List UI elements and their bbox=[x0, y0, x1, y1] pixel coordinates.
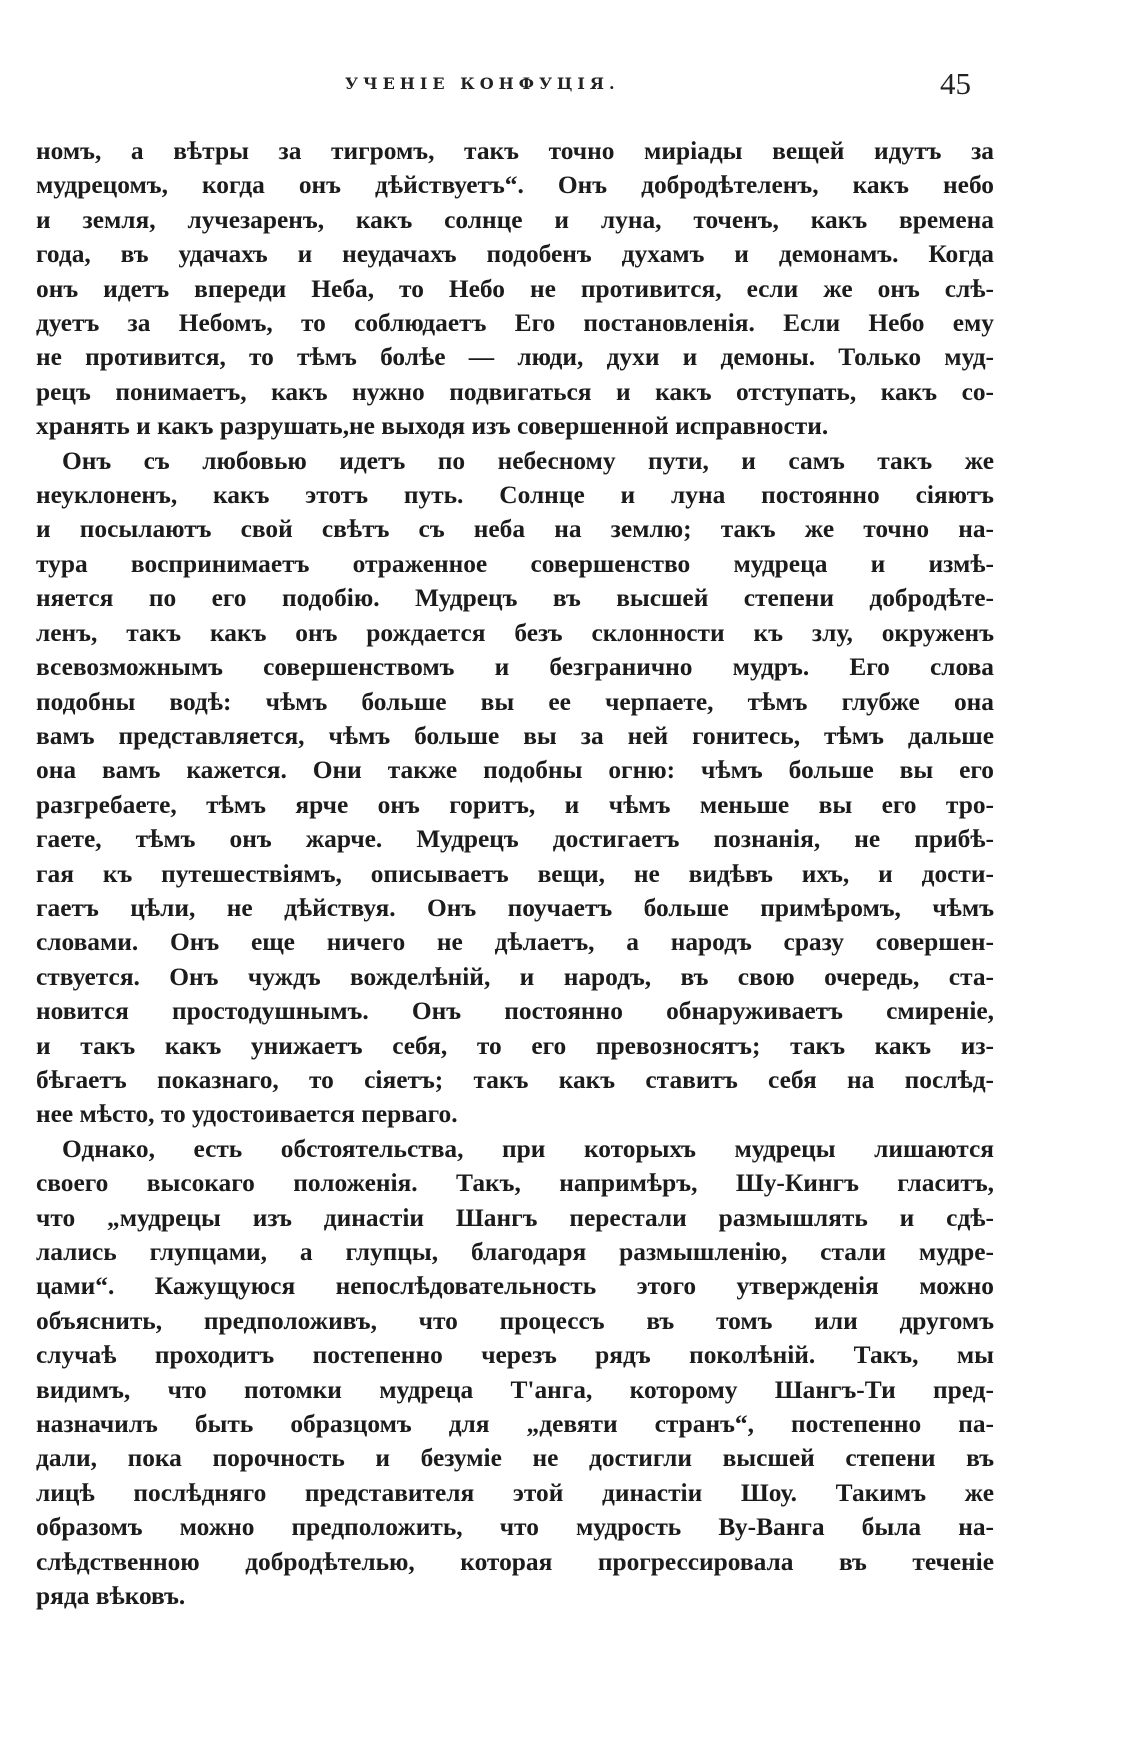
text-line: вамъ представляется, чѣмъ больше вы за ней гонитесь, тѣмъ дальше bbox=[36, 721, 994, 750]
page-number: 45 bbox=[940, 66, 971, 101]
running-title: УЧЕНІЕ КОНФУЦІЯ. bbox=[345, 74, 620, 93]
text-line: гаетъ цѣли, не дѣйствуя. Онъ поучаетъ больше примѣромъ, чѣмъ bbox=[36, 893, 994, 922]
text-line: лицѣ послѣдняго представителя этой династіи Шоу. Такимъ же bbox=[36, 1478, 994, 1507]
text-line: года, въ удачахъ и неудачахъ подобенъ духамъ и демонамъ. Когда bbox=[36, 240, 994, 269]
body-text bbox=[36, 134, 994, 1613]
text-line: цами“. Кажущуюся непослѣдовательность этого утвержденія можно bbox=[36, 1272, 994, 1301]
text-line: ленъ, такъ какъ онъ рождается безъ склонности къ злу, окруженъ bbox=[36, 618, 994, 647]
text-line: словами. Онъ еще ничего не дѣлаетъ, а народъ сразу совершен- bbox=[36, 928, 994, 957]
text-line: Онъ съ любовью идетъ по небесному пути, и самъ такъ же bbox=[62, 446, 994, 475]
text-line: онъ идетъ впереди Неба, то Небо не противится, если же онъ слѣ- bbox=[36, 274, 994, 303]
text-line: неуклоненъ, какъ этотъ путь. Солнце и луна постоянно сіяютъ bbox=[36, 481, 994, 510]
paragraph-2 bbox=[36, 444, 994, 1132]
text-line: что „мудрецы изъ династіи Шангъ перестали размышлять и сдѣ- bbox=[36, 1203, 994, 1232]
text-line: случаѣ проходитъ постепенно черезъ рядъ поколѣній. Такъ, мы bbox=[36, 1341, 994, 1370]
text-line: разгребаете, тѣмъ ярче онъ горитъ, и чѣмъ меньше вы его тро- bbox=[36, 790, 994, 819]
text-line: и такъ какъ унижаетъ себя, то его превозносятъ; такъ какъ из- bbox=[36, 1031, 994, 1060]
text-line: подобны водѣ: чѣмъ больше вы ее черпаете, тѣмъ глубже она bbox=[36, 687, 994, 716]
text-line: дуетъ за Небомъ, то соблюдаетъ Его постановленія. Если Небо ему bbox=[36, 309, 994, 338]
text-line: няется по его подобію. Мудрецъ въ высшей степени добродѣте- bbox=[36, 584, 994, 613]
text-line: бѣгаетъ показнаго, то сіяетъ; такъ какъ ставитъ себя на послѣд- bbox=[36, 1065, 994, 1094]
text-line: ряда вѣковъ. bbox=[36, 1582, 186, 1611]
text-line: мудрецомъ, когда онъ дѣйствуетъ“. Онъ добродѣтеленъ, какъ небо bbox=[36, 171, 994, 200]
text-line: номъ, а вѣтры за тигромъ, такъ точно миріады вещей идутъ за bbox=[36, 137, 994, 165]
text-line: ствуется. Онъ чуждъ вожделѣній, и народъ, въ свою очередь, ста- bbox=[36, 962, 994, 991]
text-line: всевозможнымъ совершенствомъ и безгранично мудръ. Его слова bbox=[36, 653, 994, 682]
text-line: нее мѣсто, то удостоивается перваго. bbox=[36, 1100, 458, 1129]
text-line: своего высокаго положенія. Такъ, напримѣръ, Шу-Кингъ гласитъ, bbox=[36, 1169, 994, 1198]
text-line: она вамъ кажется. Они также подобны огню: чѣмъ больше вы его bbox=[36, 756, 994, 785]
text-line: назначилъ быть образцомъ для „девяти странъ“, постепенно па- bbox=[36, 1410, 994, 1439]
text-line: хранять и какъ разрушать,не выходя изъ совершенной исправности. bbox=[36, 412, 829, 441]
text-line: новится простодушнымъ. Онъ постоянно обнаруживаетъ смиреніе, bbox=[36, 997, 994, 1026]
text-line: тура воспринимаетъ отраженное совершенство мудреца и измѣ- bbox=[36, 549, 994, 578]
text-line: и посылаютъ свой свѣтъ съ неба на землю; такъ же точно на- bbox=[36, 515, 994, 544]
text-line: гаете, тѣмъ онъ жарче. Мудрецъ достигаетъ познанія, не прибѣ- bbox=[36, 825, 994, 854]
paragraph-3 bbox=[36, 1132, 994, 1614]
text-line: Однако, есть обстоятельства, при которыхъ мудрецы лишаются bbox=[62, 1134, 994, 1163]
text-line: объяснить, предположивъ, что процессъ въ томъ или другомъ bbox=[36, 1306, 994, 1335]
text-line: видимъ, что потомки мудреца Т'анга, которому Шангъ-Ти пред- bbox=[36, 1375, 994, 1404]
text-line: и земля, лучезаренъ, какъ солнце и луна, точенъ, какъ времена bbox=[36, 205, 994, 234]
paragraph-1 bbox=[36, 134, 994, 444]
text-line: образомъ можно предположить, что мудрость Ву-Ванга была на- bbox=[36, 1513, 994, 1542]
text-line: гая къ путешествіямъ, описываетъ вещи, не видѣвъ ихъ, и дости- bbox=[36, 859, 994, 888]
running-header bbox=[0, 66, 1140, 106]
text-line: лались глупцами, а глупцы, благодаря размышленію, стали мудре- bbox=[36, 1238, 994, 1266]
text-line: не противится, то тѣмъ болѣе — люди, духи и демоны. Только муд- bbox=[36, 343, 994, 372]
text-line: дали, пока порочность и безуміе не достигли высшей степени въ bbox=[36, 1444, 994, 1473]
text-line: рецъ понимаетъ, какъ нужно подвигаться и какъ отступать, какъ со- bbox=[36, 377, 994, 406]
text-line: слѣдственною добродѣтелью, которая прогрессировала въ теченіе bbox=[36, 1547, 994, 1576]
